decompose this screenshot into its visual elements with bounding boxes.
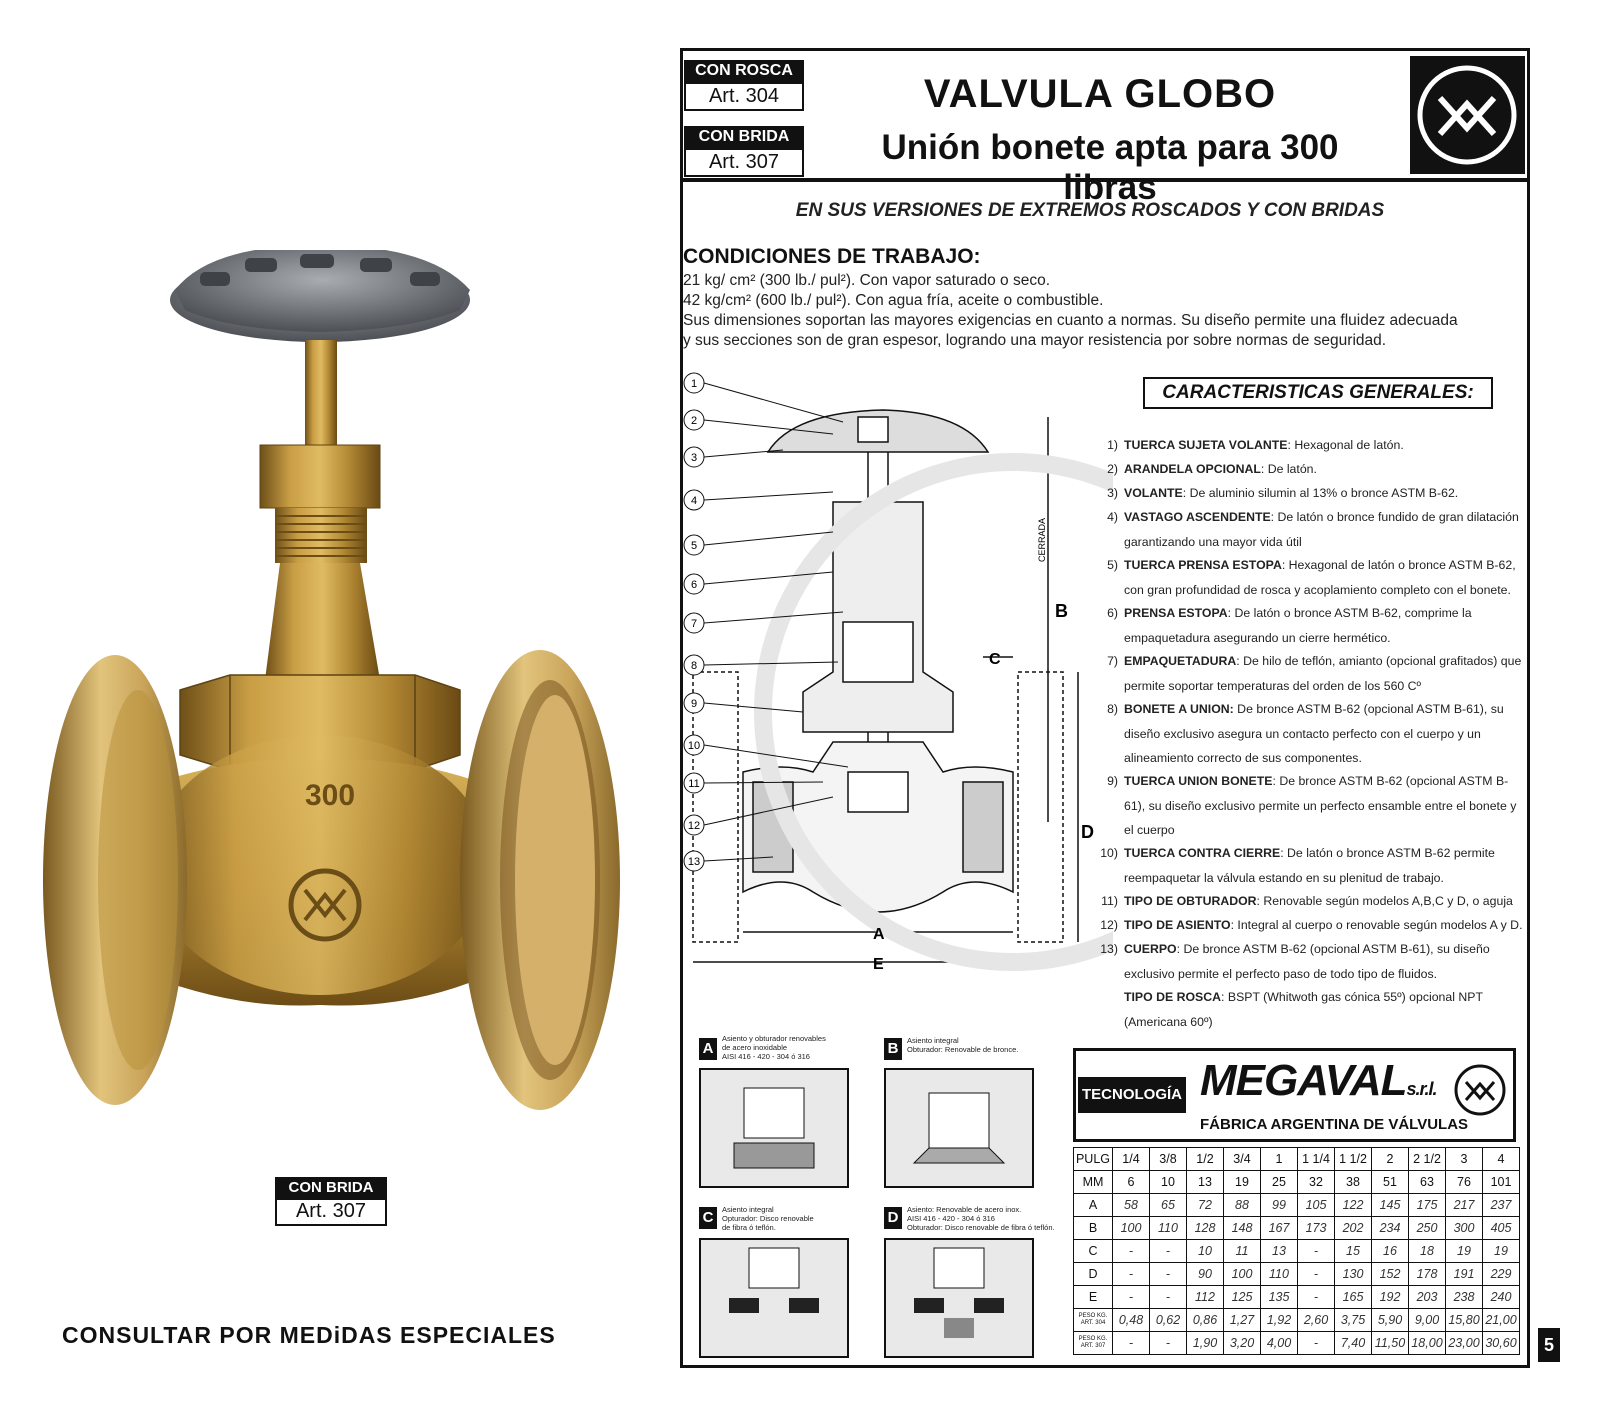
technology-tag: TECNOLOGÍA: [1078, 1077, 1186, 1113]
table-cell: 9,00: [1409, 1309, 1446, 1332]
table-cell: 178: [1409, 1263, 1446, 1286]
variant-caption-b: [907, 1036, 1018, 1054]
table-cell: -: [1150, 1286, 1187, 1309]
characteristic-text: [1124, 913, 1524, 938]
dim-closed-label: CERRADA: [1037, 517, 1047, 562]
variant-caption-line: de fibra ó teflón.: [722, 1223, 776, 1232]
header-article-307: Art. 307: [684, 148, 804, 177]
table-cell: 0,86: [1187, 1309, 1224, 1332]
table-cell: -: [1298, 1240, 1335, 1263]
dim-c-label: C: [989, 651, 1001, 668]
table-cell: 32: [1298, 1171, 1335, 1194]
characteristic-text: [1124, 697, 1524, 771]
table-cell: 16: [1372, 1240, 1409, 1263]
table-cell: 19: [1224, 1171, 1261, 1194]
table-cell: 1,92: [1261, 1309, 1298, 1332]
dimensions-table: [1073, 1147, 1520, 1355]
characteristic-desc: : De latón.: [1260, 462, 1317, 476]
variant-caption-line: Asiento: Renovable de acero inox.: [907, 1205, 1022, 1214]
table-cell: 7,40: [1335, 1332, 1372, 1355]
table-row: [1074, 1194, 1520, 1217]
characteristic-desc: : De latón o bronce fundido de gran dilatación garantizando una mayor vida útil: [1124, 510, 1519, 549]
versions-line: EN SUS VERSIONES DE EXTREMOS ROSCADOS Y CON BRIDAS: [795, 200, 1385, 221]
callout-number: 13: [687, 856, 701, 868]
characteristic-text: [1124, 985, 1524, 1034]
characteristic-title: VASTAGO ASCENDENTE: [1124, 510, 1271, 524]
variant-caption-d: [907, 1205, 1055, 1232]
variant-caption-a: [722, 1034, 826, 1061]
characteristic-title: EMPAQUETADURA: [1124, 654, 1237, 668]
variant-caption-c: [722, 1205, 814, 1232]
characteristic-number: 5): [1107, 558, 1118, 572]
variant-letter-c: C: [699, 1207, 717, 1229]
characteristic-desc: De bronce ASTM B-62 (opcional ASTM B-61), su diseño exclusivo asegura un contacto perfecto con el cuerpo y un alineamiento correcto de sus componentes.: [1124, 702, 1504, 765]
characteristic-desc: : De aluminio silumin al 13% o bronce ASTM B-62.: [1182, 486, 1459, 500]
table-row-label: PESO KG. ART. 307: [1074, 1332, 1113, 1355]
characteristic-desc: : De bronce ASTM B-62 (opcional ASTM B-61), su diseño exclusivo permite un perfecto ensamble entre el bonete y el cuerpo: [1124, 774, 1517, 837]
characteristic-desc: : De hilo de teflón, amianto (opcional grafitados) que permite soportar temperaturas del orden de los 560 Cº: [1124, 654, 1522, 693]
characteristic-text: [1124, 769, 1524, 843]
table-row-label: B: [1074, 1217, 1113, 1240]
callout-number: 10: [687, 740, 701, 752]
table-cell: 152: [1372, 1263, 1409, 1286]
table-row: [1074, 1263, 1520, 1286]
table-cell: 10: [1150, 1171, 1187, 1194]
valve-cross-section: [683, 372, 1113, 1012]
characteristic-desc: : BSPT (Whitwoth gas cónica 55º) opcional NPT (Americana 60º): [1124, 990, 1483, 1029]
table-row: [1074, 1309, 1520, 1332]
table-cell: 1,90: [1187, 1332, 1224, 1355]
characteristic-text: [1124, 649, 1524, 698]
table-cell: -: [1298, 1332, 1335, 1355]
table-cell: 2 1/2: [1409, 1148, 1446, 1171]
table-cell: 19: [1483, 1240, 1520, 1263]
table-row: [1074, 1148, 1520, 1171]
variant-c-drawing: [699, 1238, 849, 1358]
callout-number: 9: [690, 698, 698, 710]
table-cell: 1/4: [1113, 1148, 1150, 1171]
table-cell: 72: [1187, 1194, 1224, 1217]
variant-caption-line: Obturador: Disco renovable de fibra ó teflón.: [907, 1223, 1055, 1232]
table-cell: 234: [1372, 1217, 1409, 1240]
table-cell: 15: [1335, 1240, 1372, 1263]
photo-badge-type: CON BRIDA: [275, 1177, 387, 1198]
condition-line: Sus dimensiones soportan las mayores exigencias en cuanto a normas. Su diseño permite una fluidez adecuada: [683, 312, 1458, 329]
table-cell: 1/2: [1187, 1148, 1224, 1171]
table-row-label: PESO KG. ART. 304: [1074, 1309, 1113, 1332]
callout-number: 11: [688, 778, 700, 790]
characteristic-title: BONETE A UNION:: [1124, 702, 1234, 716]
brand-name: [1200, 1056, 1437, 1106]
table-cell: 1: [1261, 1148, 1298, 1171]
characteristic-title: PRENSA ESTOPA: [1124, 606, 1228, 620]
table-cell: 58: [1113, 1194, 1150, 1217]
table-cell: 3,75: [1335, 1309, 1372, 1332]
table-cell: 110: [1261, 1263, 1298, 1286]
characteristic-desc: : Renovable según modelos A,B,C y D, o aguja: [1256, 894, 1513, 908]
table-cell: 173: [1298, 1217, 1335, 1240]
table-row: [1074, 1332, 1520, 1355]
table-cell: 1 1/4: [1298, 1148, 1335, 1171]
brand-name-text: MEGAVAL: [1200, 1056, 1407, 1105]
table-cell: 13: [1261, 1240, 1298, 1263]
table-cell: 15,80: [1446, 1309, 1483, 1332]
callout-leader: [704, 450, 783, 457]
callout-number: 3: [690, 452, 698, 464]
table-row: [1074, 1240, 1520, 1263]
callout-number: 6: [690, 579, 698, 591]
table-cell: 63: [1409, 1171, 1446, 1194]
photo-badge-article: Art. 307: [275, 1198, 387, 1226]
table-cell: 135: [1261, 1286, 1298, 1309]
characteristic-title: TIPO DE ASIENTO: [1124, 918, 1231, 932]
table-cell: 21,00: [1483, 1309, 1520, 1332]
table-cell: 300: [1446, 1217, 1483, 1240]
callout-number: 8: [690, 660, 698, 672]
table-cell: -: [1113, 1332, 1150, 1355]
table-cell: 122: [1335, 1194, 1372, 1217]
characteristic-text: [1124, 937, 1524, 986]
table-row: [1074, 1217, 1520, 1240]
table-cell: 13: [1187, 1171, 1224, 1194]
characteristic-number: 7): [1107, 654, 1118, 668]
table-cell: 191: [1446, 1263, 1483, 1286]
variant-caption-line: de acero inoxidable: [722, 1043, 788, 1052]
characteristic-text: [1124, 553, 1524, 602]
table-cell: 167: [1261, 1217, 1298, 1240]
table-cell: 165: [1335, 1286, 1372, 1309]
table-cell: 90: [1187, 1263, 1224, 1286]
table-row-label: PULG: [1074, 1148, 1113, 1171]
variant-caption-line: AISI 416 - 420 - 304 ó 316: [722, 1052, 810, 1061]
characteristic-title: TUERCA PRENSA ESTOPA: [1124, 558, 1282, 572]
table-row: [1074, 1171, 1520, 1194]
table-cell: 100: [1224, 1263, 1261, 1286]
table-row-label: D: [1074, 1263, 1113, 1286]
callout-leader: [704, 703, 803, 712]
table-cell: 148: [1224, 1217, 1261, 1240]
table-cell: 23,00: [1446, 1332, 1483, 1355]
table-cell: 99: [1261, 1194, 1298, 1217]
characteristic-number: 3): [1107, 486, 1118, 500]
table-cell: 0,48: [1113, 1309, 1150, 1332]
characteristic-text: [1124, 433, 1524, 458]
table-cell: 4,00: [1261, 1332, 1298, 1355]
table-cell: 100: [1113, 1217, 1150, 1240]
characteristic-title: TIPO DE ROSCA: [1124, 990, 1222, 1004]
characteristic-number: 8): [1107, 702, 1118, 716]
table-cell: 105: [1298, 1194, 1335, 1217]
table-cell: 125: [1224, 1286, 1261, 1309]
table-cell: 2: [1372, 1148, 1409, 1171]
callout-leader: [704, 532, 833, 545]
page-number: 5: [1538, 1328, 1560, 1362]
characteristic-desc: : Integral al cuerpo o renovable según modelos A y D.: [1230, 918, 1523, 932]
variant-caption-line: AISI 416 - 420 - 304 ó 316: [907, 1214, 995, 1223]
dim-e-label: E: [873, 956, 884, 973]
header-badge-rosca: CON ROSCA: [684, 60, 804, 82]
table-row-label: C: [1074, 1240, 1113, 1263]
table-cell: 2,60: [1298, 1309, 1335, 1332]
table-cell: 11: [1224, 1240, 1261, 1263]
table-cell: 238: [1446, 1286, 1483, 1309]
table-cell: 18: [1409, 1240, 1446, 1263]
table-cell: 128: [1187, 1217, 1224, 1240]
table-cell: 10: [1187, 1240, 1224, 1263]
table-cell: 130: [1335, 1263, 1372, 1286]
table-cell: 6: [1113, 1171, 1150, 1194]
characteristic-title: TUERCA CONTRA CIERRE: [1124, 846, 1281, 860]
table-cell: -: [1298, 1263, 1335, 1286]
table-cell: 1 1/2: [1335, 1148, 1372, 1171]
mv-logo-icon: [1410, 56, 1525, 174]
table-cell: 38: [1335, 1171, 1372, 1194]
dim-b-label: B: [1055, 601, 1068, 621]
table-row-label: E: [1074, 1286, 1113, 1309]
characteristic-number: 1): [1107, 438, 1118, 452]
callout-leader: [704, 383, 843, 422]
special-sizes-note: CONSULTAR POR MEDiDAS ESPECIALES: [62, 1322, 556, 1348]
table-cell: 1,27: [1224, 1309, 1261, 1332]
page-title: VALVULA GLOBO: [923, 72, 1277, 116]
condition-line: 42 kg/cm² (600 lb./ pul²). Con agua fría, aceite o combustible.: [683, 292, 1104, 309]
characteristic-text: [1124, 841, 1524, 890]
callout-number: 2: [690, 415, 698, 427]
characteristic-title: TIPO DE OBTURADOR: [1124, 894, 1257, 908]
table-cell: -: [1150, 1263, 1187, 1286]
characteristic-text: [1124, 601, 1524, 650]
condition-line: 21 kg/ cm² (300 lb./ pul²). Con vapor saturado o seco.: [683, 272, 1051, 289]
characteristic-title: VOLANTE: [1124, 486, 1183, 500]
table-cell: 202: [1335, 1217, 1372, 1240]
characteristic-number: 6): [1107, 606, 1118, 620]
table-cell: 0,62: [1150, 1309, 1187, 1332]
table-cell: 240: [1483, 1286, 1520, 1309]
callout-number: 1: [690, 378, 698, 390]
table-cell: 19: [1446, 1240, 1483, 1263]
characteristic-text: [1124, 481, 1524, 506]
characteristic-title: TUERCA UNION BONETE: [1124, 774, 1273, 788]
table-cell: 101: [1483, 1171, 1520, 1194]
characteristic-number: 10): [1100, 846, 1118, 860]
table-cell: 65: [1150, 1194, 1187, 1217]
table-cell: 110: [1150, 1217, 1187, 1240]
table-cell: -: [1150, 1332, 1187, 1355]
table-cell: 112: [1187, 1286, 1224, 1309]
table-row: [1074, 1286, 1520, 1309]
table-cell: 3/8: [1150, 1148, 1187, 1171]
characteristic-desc: : Hexagonal de latón o bronce ASTM B-62, con gran profundidad de rosca y acoplamiento completo con el bonete.: [1124, 558, 1516, 597]
page-subtitle: Unión bonete apta para 300 libras: [881, 128, 1339, 207]
characteristic-number: 11): [1101, 894, 1118, 908]
characteristic-desc: : De latón o bronce ASTM B-62, comprime la empaquetadura asegurando un cierre hermético.: [1124, 606, 1472, 645]
table-cell: 30,60: [1483, 1332, 1520, 1355]
table-cell: 88: [1224, 1194, 1261, 1217]
characteristic-desc: : De latón o bronce ASTM B-62 permite reempaquetar la válvula estando en su plenitud de trabajo.: [1124, 846, 1495, 885]
table-cell: -: [1113, 1286, 1150, 1309]
variant-caption-line: Asiento integral: [907, 1036, 959, 1045]
header-article-304: Art. 304: [684, 82, 804, 111]
dim-a-label: A: [873, 926, 885, 943]
table-cell: 203: [1409, 1286, 1446, 1309]
table-row-label: MM: [1074, 1171, 1113, 1194]
characteristic-title: ARANDELA OPCIONAL: [1124, 462, 1261, 476]
variant-letter-d: D: [884, 1207, 902, 1229]
variant-caption-line: Asiento integral: [722, 1205, 774, 1214]
table-cell: 237: [1483, 1194, 1520, 1217]
variant-caption-line: Opturador: Disco renovable: [722, 1214, 814, 1223]
table-cell: 175: [1409, 1194, 1446, 1217]
condition-line: y sus secciones son de gran espesor, logrando una mayor resistencia por sobre normas de seguridad.: [683, 332, 1387, 349]
variant-caption-line: Obturador: Renovable de bronce.: [907, 1045, 1019, 1054]
characteristic-title: TUERCA SUJETA VOLANTE: [1124, 438, 1288, 452]
callout-leader: [704, 572, 833, 584]
characteristic-text: [1124, 889, 1524, 914]
callout-number: 4: [690, 495, 698, 507]
variant-letter-a: A: [699, 1038, 717, 1060]
table-cell: -: [1298, 1286, 1335, 1309]
characteristic-text: [1124, 457, 1524, 482]
table-cell: -: [1113, 1263, 1150, 1286]
callout-leader: [704, 492, 833, 500]
brand-mv-icon: [1452, 1062, 1508, 1118]
table-row-label: A: [1074, 1194, 1113, 1217]
characteristic-number: 4): [1107, 510, 1118, 524]
table-cell: 11,50: [1372, 1332, 1409, 1355]
variant-letter-b: B: [884, 1038, 902, 1060]
characteristic-number: 13): [1100, 942, 1118, 956]
mv-logo: [1410, 56, 1525, 174]
variant-caption-line: Asiento y obturador renovables: [722, 1034, 826, 1043]
characteristic-text: [1124, 505, 1524, 554]
dim-d-label: D: [1081, 822, 1094, 842]
table-cell: 3/4: [1224, 1148, 1261, 1171]
table-cell: 51: [1372, 1171, 1409, 1194]
table-cell: 76: [1446, 1171, 1483, 1194]
table-cell: 4: [1483, 1148, 1520, 1171]
table-cell: 25: [1261, 1171, 1298, 1194]
table-cell: -: [1150, 1240, 1187, 1263]
characteristic-desc: : Hexagonal de latón.: [1287, 438, 1404, 452]
variant-a-drawing: [699, 1068, 849, 1188]
callout-number: 5: [690, 540, 698, 552]
table-cell: 3,20: [1224, 1332, 1261, 1355]
table-cell: 229: [1483, 1263, 1520, 1286]
characteristic-number: 2): [1107, 462, 1118, 476]
characteristics-heading: CARACTERISTICAS GENERALES:: [1143, 377, 1493, 409]
characteristic-number: 9): [1107, 774, 1118, 788]
table-cell: 3: [1446, 1148, 1483, 1171]
table-cell: 145: [1372, 1194, 1409, 1217]
table-cell: 192: [1372, 1286, 1409, 1309]
callout-number: 7: [690, 618, 698, 630]
table-cell: 217: [1446, 1194, 1483, 1217]
brand-tagline: FÁBRICA ARGENTINA DE VÁLVULAS: [1200, 1116, 1469, 1133]
valve-photo: [30, 250, 650, 1130]
table-cell: 250: [1409, 1217, 1446, 1240]
table-cell: 18,00: [1409, 1332, 1446, 1355]
table-cell: -: [1113, 1240, 1150, 1263]
characteristic-number: 12): [1100, 918, 1118, 932]
variant-d-drawing: [884, 1238, 1034, 1358]
conditions-heading: CONDICIONES DE TRABAJO:: [683, 245, 981, 268]
body-mark: 300: [304, 779, 356, 812]
header-badge-brida: CON BRIDA: [684, 126, 804, 148]
variant-b-drawing: [884, 1068, 1034, 1188]
characteristic-title: CUERPO: [1124, 942, 1177, 956]
table-cell: 5,90: [1372, 1309, 1409, 1332]
table-cell: 405: [1483, 1217, 1520, 1240]
callout-number: 12: [687, 820, 701, 832]
brand-suffix: s.r.l.: [1406, 1079, 1437, 1099]
characteristic-desc: : De bronce ASTM B-62 (opcional ASTM B-61), su diseño exclusivo permite el perfecto paso de todo tipo de fluidos.: [1124, 942, 1490, 981]
